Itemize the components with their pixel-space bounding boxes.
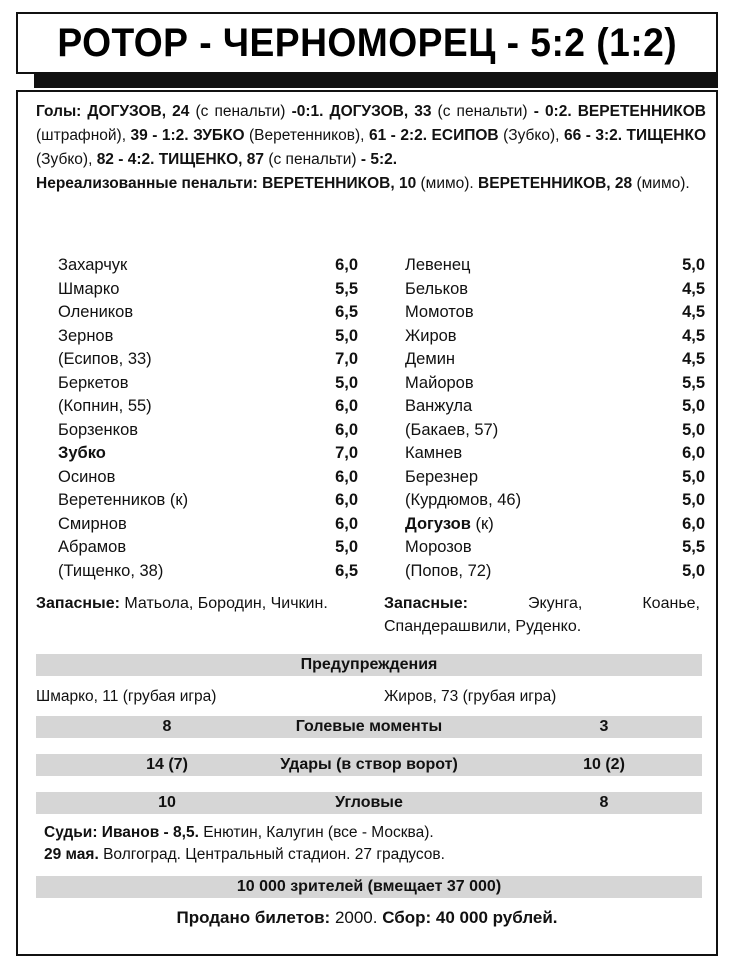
goal-event: ВЕРЕТЕННИКОВ, 28 xyxy=(478,175,633,192)
goal-event: 82 - 4:2. ТИЩЕНКО, 87 xyxy=(96,151,265,168)
home-subs-list: Матьола, Бородин, Чичкин. xyxy=(119,595,328,612)
goal-note: (Зубко), xyxy=(36,151,97,168)
player-name xyxy=(405,419,498,443)
stat-row-corners xyxy=(36,792,702,814)
player-name-text: Олеников xyxy=(58,303,134,321)
player-row xyxy=(405,489,705,513)
player-name xyxy=(405,301,474,325)
player-grade: 6,0 xyxy=(335,397,358,415)
goals-list xyxy=(36,103,706,168)
warnings-header xyxy=(36,654,702,676)
goal-event: 66 - 3:2. ТИЩЕНКО xyxy=(563,127,707,144)
attendance-bar xyxy=(36,876,702,898)
player-name xyxy=(405,466,478,490)
player-name-text: Демин xyxy=(405,350,456,368)
player-row xyxy=(58,301,358,325)
subs-label: Запасные: xyxy=(384,595,468,612)
player-grade: 5,0 xyxy=(682,397,705,415)
home-warning: Шмарко, 11 (грубая игра) xyxy=(36,688,217,705)
player-row xyxy=(58,560,358,584)
warnings-label: Предупреждения xyxy=(300,656,438,673)
goal-event: 39 - 1:2. ЗУБКО xyxy=(130,127,245,144)
player-grade: 5,0 xyxy=(682,256,705,274)
player-name-text: Борзенков xyxy=(58,420,139,439)
referees-label: Судьи: xyxy=(44,824,98,841)
player-row xyxy=(405,536,705,560)
player-grade: 4,5 xyxy=(682,350,705,368)
stat-away-value: 8 xyxy=(599,794,609,811)
player-grade: 4,5 xyxy=(682,279,705,298)
player-row xyxy=(405,442,705,466)
player-name xyxy=(58,325,113,349)
player-grade: 6,0 xyxy=(335,491,358,509)
player-row xyxy=(58,536,358,560)
player-grade: 6,0 xyxy=(335,256,358,274)
player-grade: 5,0 xyxy=(682,491,705,509)
away-subs-list: Экунга, Коанье, Спандерашвили, Руденко. xyxy=(384,595,700,635)
match-header xyxy=(16,12,718,74)
tickets-label: Продано билетов: xyxy=(176,908,331,927)
player-name-text: Ванжула xyxy=(405,397,473,415)
away-warning: Жиров, 73 (грубая игра) xyxy=(384,688,557,705)
goal-note: (мимо). xyxy=(632,175,690,192)
player-name-text: Момотов xyxy=(405,303,474,321)
player-name xyxy=(58,466,115,490)
player-name xyxy=(405,278,468,302)
player-name-text: Осинов xyxy=(58,467,116,486)
goal-event: ВЕРЕТЕННИКОВ, 10 xyxy=(257,175,417,192)
referees-line xyxy=(44,822,445,844)
player-name xyxy=(58,395,152,419)
player-name-text: Смирнов xyxy=(58,514,127,533)
goal-note: (штрафной), xyxy=(36,127,131,144)
player-name xyxy=(58,348,152,372)
player-name-text: (Тищенко, 38) xyxy=(58,561,164,580)
player-name xyxy=(58,536,126,560)
player-grade: 4,5 xyxy=(682,326,705,345)
home-substitutes xyxy=(36,592,356,615)
player-grade: 5,0 xyxy=(335,326,358,345)
player-name xyxy=(405,395,472,419)
player-row xyxy=(405,301,705,325)
player-name-text: (Курдюмов, 46) xyxy=(405,491,522,509)
match-date: 29 мая. xyxy=(44,846,99,863)
goals-label: Голы: xyxy=(36,103,82,120)
player-grade: 5,0 xyxy=(682,420,705,439)
goal-event: -0:1. ДОГУЗОВ, 33 xyxy=(291,103,432,120)
player-name-text: Шмарко xyxy=(58,279,120,298)
player-grade: 6,0 xyxy=(335,420,358,439)
player-name-text: Веретенников (к) xyxy=(58,491,189,509)
player-name-text: Жиров xyxy=(405,326,457,345)
player-row xyxy=(405,278,705,302)
goal-note: (мимо). xyxy=(416,175,479,192)
match-info xyxy=(44,822,445,866)
stat-label: Угловые xyxy=(335,794,403,811)
player-name xyxy=(405,489,521,513)
goal-event: 61 - 2:2. ЕСИПОВ xyxy=(368,127,499,144)
player-name-text: Бельков xyxy=(405,279,469,298)
stat-row-shots xyxy=(36,754,702,776)
missed-penalties-list xyxy=(258,175,690,192)
player-row xyxy=(58,254,358,278)
goal-note: (с пенальти) xyxy=(264,151,361,168)
main-referee: Иванов - 8,5. xyxy=(97,824,199,841)
player-row xyxy=(405,348,705,372)
player-grade: 7,0 xyxy=(335,350,358,368)
goal-event: ДОГУЗОВ, 24 xyxy=(81,103,190,120)
player-grade: 6,0 xyxy=(682,444,705,462)
player-name-text: (Есипов, 33) xyxy=(58,350,152,368)
tickets-sold: 2000. xyxy=(330,908,378,927)
player-row xyxy=(58,278,358,302)
player-grade: 6,0 xyxy=(335,467,358,486)
player-name-text: Майоров xyxy=(405,373,474,392)
player-grade: 4,5 xyxy=(682,303,705,321)
stat-label: Голевые моменты xyxy=(295,718,443,735)
home-lineup xyxy=(58,254,358,583)
goals-section xyxy=(36,100,706,196)
stat-row-chances xyxy=(36,716,702,738)
player-grade: 7,0 xyxy=(335,444,358,462)
player-name xyxy=(405,442,462,466)
player-name xyxy=(58,489,188,513)
player-name xyxy=(405,560,491,584)
player-row xyxy=(58,513,358,537)
player-row xyxy=(405,466,705,490)
stat-home-value: 10 xyxy=(158,794,176,811)
player-row xyxy=(58,466,358,490)
player-name-text: Камнев xyxy=(405,444,463,462)
match-title: РОТОР - ЧЕРНОМОРЕЦ - 5:2 (1:2) xyxy=(57,20,677,65)
player-name-text: Захарчук xyxy=(58,256,128,274)
stat-label: Удары (в створ ворот) xyxy=(280,756,458,773)
player-name xyxy=(58,372,129,396)
player-row xyxy=(405,325,705,349)
player-name-text: Зернов xyxy=(58,326,114,345)
player-name xyxy=(58,442,106,466)
stat-home-value: 8 xyxy=(162,718,172,735)
stat-away-value: 3 xyxy=(599,718,609,735)
player-name-text: Морозов xyxy=(405,538,472,556)
player-grade: 5,0 xyxy=(335,538,358,556)
goal-note: (с пенальти) xyxy=(431,103,534,120)
player-row xyxy=(58,419,358,443)
player-name xyxy=(58,301,133,325)
player-grade: 5,5 xyxy=(682,373,705,392)
player-grade: 5,0 xyxy=(335,373,358,392)
stat-away-value: 10 (2) xyxy=(583,756,625,773)
player-grade: 5,0 xyxy=(682,561,705,580)
goal-note: (Зубко), xyxy=(498,127,564,144)
player-name-text: (Бакаев, 57) xyxy=(405,420,499,439)
goal-note: (с пенальти) xyxy=(189,103,292,120)
player-name xyxy=(405,348,455,372)
header-shadow xyxy=(34,74,718,88)
player-name-text: Зубко xyxy=(58,444,106,462)
subs-label: Запасные: xyxy=(36,595,120,612)
player-grade: 6,0 xyxy=(335,514,358,533)
player-name xyxy=(58,560,163,584)
stat-home-value: 14 (7) xyxy=(146,756,188,773)
player-row xyxy=(405,560,705,584)
player-name xyxy=(405,372,474,396)
away-substitutes xyxy=(384,592,700,638)
player-name xyxy=(405,536,472,560)
player-name-text: Абрамов xyxy=(58,538,127,556)
player-name xyxy=(58,278,119,302)
player-row xyxy=(405,254,705,278)
player-grade: 6,0 xyxy=(682,514,705,533)
player-row xyxy=(58,489,358,513)
player-grade: 5,0 xyxy=(682,467,705,486)
player-name-text: Беркетов xyxy=(58,373,129,392)
player-name xyxy=(58,513,127,537)
player-name xyxy=(58,254,127,278)
player-name-text: Левенец xyxy=(405,256,471,274)
player-row xyxy=(58,325,358,349)
away-lineup xyxy=(405,254,705,583)
player-row xyxy=(405,372,705,396)
player-grade: 6,5 xyxy=(335,561,358,580)
goal-note: (Веретенников), xyxy=(244,127,369,144)
player-row xyxy=(58,442,358,466)
assistant-referees: Енютин, Калугин (все - Москва). xyxy=(198,824,434,841)
player-row xyxy=(58,348,358,372)
captain-mark: (к) xyxy=(470,514,494,533)
match-report xyxy=(16,90,718,956)
player-name-text: (Копнин, 55) xyxy=(58,397,152,415)
date-venue-line xyxy=(44,844,445,866)
goal-event: - 0:2. ВЕРЕТЕННИКОВ xyxy=(533,103,706,120)
player-name-text: Догузов xyxy=(405,514,471,533)
player-row xyxy=(405,395,705,419)
player-name-text: (Попов, 72) xyxy=(405,561,492,580)
revenue: Сбор: 40 000 рублей. xyxy=(377,908,558,927)
player-name xyxy=(58,419,138,443)
player-row xyxy=(58,372,358,396)
player-row xyxy=(405,513,705,537)
player-row xyxy=(405,419,705,443)
player-name xyxy=(405,513,494,537)
attendance: 10 000 зрителей (вмещает 37 000) xyxy=(236,878,502,895)
player-grade: 6,5 xyxy=(335,303,358,321)
venue: Волгоград. Центральный стадион. 27 градусов. xyxy=(98,846,445,863)
player-grade: 5,5 xyxy=(682,538,705,556)
player-name-text: Березнер xyxy=(405,467,479,486)
player-grade: 5,5 xyxy=(335,279,358,298)
goal-event: - 5:2. xyxy=(360,151,398,168)
tickets-line xyxy=(18,906,716,930)
player-name xyxy=(405,325,457,349)
player-name xyxy=(405,254,471,278)
player-row xyxy=(58,395,358,419)
missed-penalties-label: Нереализованные пенальти: xyxy=(36,175,258,192)
